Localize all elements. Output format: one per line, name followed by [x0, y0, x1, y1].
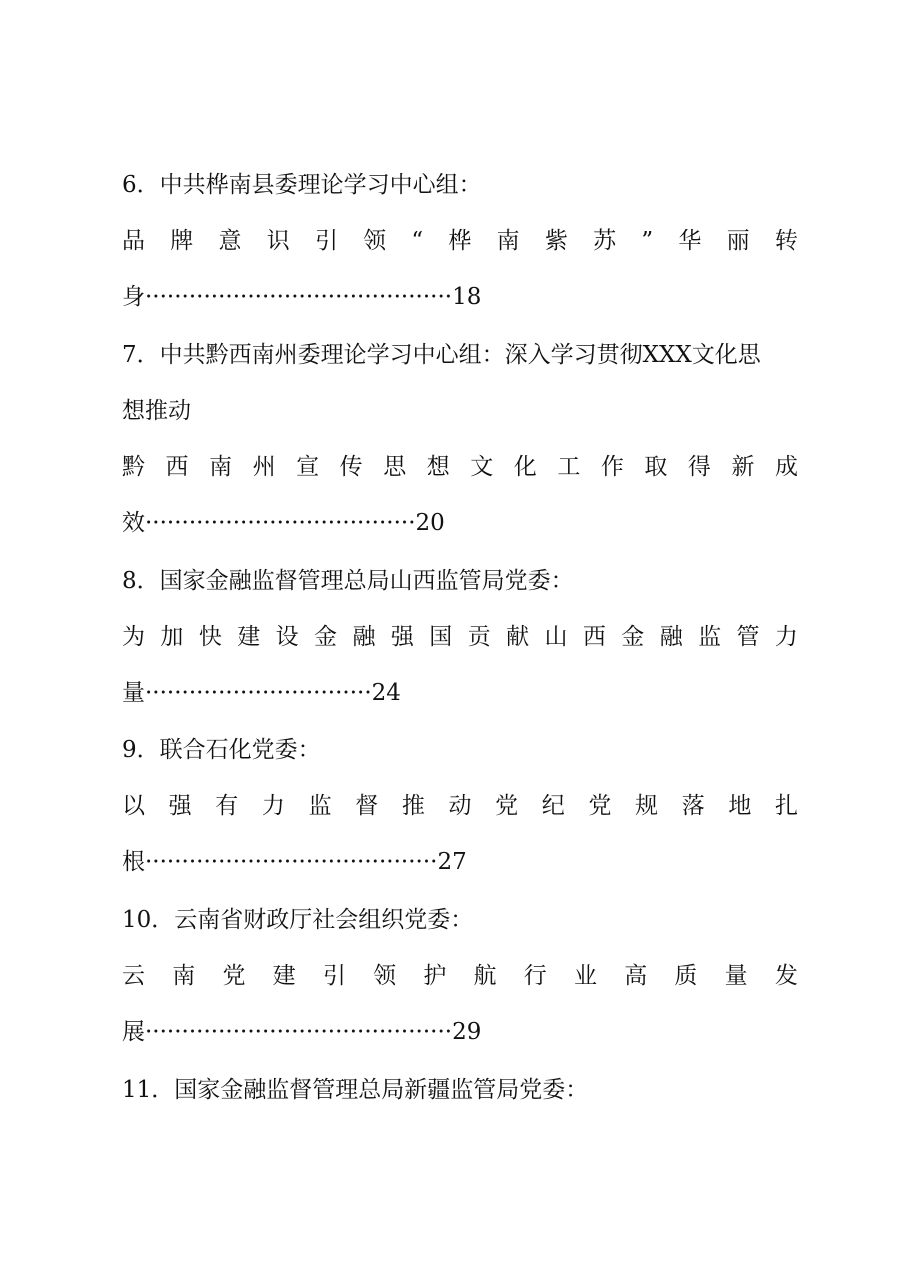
toc-leader: ········································: [145, 849, 438, 875]
toc-subtitle-char: 为: [122, 624, 145, 650]
toc-subtitle-char: 引: [314, 228, 338, 254]
toc-subtitle-end-9: [122, 847, 798, 877]
toc-subtitle-char: 规: [635, 793, 659, 819]
toc-subtitle-char: 质: [674, 963, 698, 989]
toc-subtitle-char: 地: [728, 793, 752, 819]
toc-subtitle-end-7: [122, 508, 798, 538]
toc-subtitle-char: 落: [681, 793, 705, 819]
toc-subtitle-char: 宣: [296, 454, 320, 480]
toc-subtitle-char: 量: [724, 963, 748, 989]
toc-leader: ·······························: [145, 680, 372, 706]
toc-subtitle-char: 建: [272, 963, 296, 989]
toc-last-char: 量: [122, 680, 145, 706]
toc-subtitle-char: 快: [198, 624, 222, 650]
toc-subtitle-char: 监: [308, 793, 332, 819]
toc-subtitle-char: 华: [678, 228, 702, 254]
toc-subtitle-char: 成: [774, 454, 798, 480]
toc-subtitle-char: 西: [582, 624, 606, 650]
toc-subtitle-char: 监: [698, 624, 722, 650]
toc-subtitle-char: 山: [544, 624, 568, 650]
toc-subtitle-char: 领: [363, 228, 387, 254]
toc-subtitle-char: 想: [426, 454, 450, 480]
toc-subtitle-char: 纪: [541, 793, 565, 819]
toc-subtitle-char: 丽: [726, 228, 750, 254]
toc-subtitle-char: 党: [495, 793, 519, 819]
toc-subtitle-char: 融: [352, 624, 376, 650]
toc-page-number: 27: [437, 849, 467, 875]
toc-subtitle-char: 党: [222, 963, 246, 989]
toc-subtitle-char: 航: [473, 963, 497, 989]
toc-subtitle-char: 南: [209, 454, 233, 480]
toc-subtitle-char: 桦: [448, 228, 472, 254]
toc-subtitle-9: [122, 791, 798, 821]
toc-subtitle-6: [122, 226, 798, 256]
toc-last-char: 效: [122, 510, 145, 536]
toc-subtitle-char: 意: [218, 228, 242, 254]
toc-subtitle-char: 力: [261, 793, 285, 819]
toc-subtitle-char: 设: [275, 624, 299, 650]
toc-subtitle-char: 苏: [593, 228, 617, 254]
toc-subtitle-char: 传: [339, 454, 363, 480]
toc-heading-7-cont: 想推动: [122, 398, 191, 424]
toc-leader: ··········································: [145, 1019, 453, 1045]
toc-subtitle-char: 行: [523, 963, 547, 989]
toc-subtitle-8: [122, 622, 798, 652]
toc-subtitle-char: 融: [659, 624, 683, 650]
toc-subtitle-char: 新: [731, 454, 755, 480]
toc-subtitle-char: “: [411, 228, 424, 254]
toc-subtitle-char: 扎: [774, 793, 798, 819]
toc-page-number: 24: [371, 680, 401, 706]
toc-subtitle-char: 西: [165, 454, 189, 480]
toc-subtitle-end-8: [122, 678, 798, 708]
toc-subtitle-char: 管: [736, 624, 760, 650]
toc-subtitle-char: 推: [401, 793, 425, 819]
toc-subtitle-char: 文: [470, 454, 494, 480]
toc-subtitle-char: 力: [774, 624, 798, 650]
toc-subtitle-char: 金: [621, 624, 645, 650]
toc-leader: ·····································: [145, 510, 416, 536]
toc-subtitle-char: 献: [506, 624, 530, 650]
toc-subtitle-char: 领: [373, 963, 397, 989]
toc-subtitle-char: 南: [172, 963, 196, 989]
toc-heading-6: 6．中共桦南县委理论学习中心组：: [122, 172, 482, 198]
toc-subtitle-char: 识: [266, 228, 290, 254]
toc-subtitle-char: 云: [122, 963, 145, 989]
toc-subtitle-char: 思: [383, 454, 407, 480]
toc-subtitle-char: 南: [496, 228, 520, 254]
toc-subtitle-7: [122, 452, 798, 482]
toc-subtitle-char: 发: [774, 963, 798, 989]
toc-subtitle-char: 党: [588, 793, 612, 819]
toc-subtitle-char: 业: [573, 963, 597, 989]
toc-subtitle-char: 品: [122, 228, 145, 254]
toc-subtitle-char: 加: [160, 624, 184, 650]
toc-subtitle-char: 强: [390, 624, 414, 650]
toc-subtitle-char: 贡: [467, 624, 491, 650]
toc-subtitle-char: 引: [322, 963, 346, 989]
toc-subtitle-char: 化: [513, 454, 537, 480]
toc-page-number: 29: [452, 1019, 482, 1045]
toc-heading-9: 9．联合石化党委：: [122, 737, 321, 763]
toc-heading-10: 10．云南省财政厅社会组织党委：: [122, 907, 474, 933]
toc-subtitle-char: 动: [448, 793, 472, 819]
toc-last-char: 根: [122, 849, 145, 875]
toc-page-number: 18: [452, 284, 482, 310]
toc-subtitle-char: 高: [624, 963, 648, 989]
toc-subtitle-char: 督: [355, 793, 379, 819]
toc-subtitle-char: 转: [774, 228, 798, 254]
toc-subtitle-char: 护: [423, 963, 447, 989]
toc-heading-11: 11．国家金融监督管理总局新疆监管局党委：: [122, 1077, 589, 1103]
toc-subtitle-char: 以: [122, 793, 145, 819]
toc-subtitle-end-10: [122, 1017, 798, 1047]
toc-subtitle-char: 紫: [544, 228, 568, 254]
toc-last-char: 身: [122, 284, 145, 310]
toc-subtitle-char: ”: [641, 228, 654, 254]
toc-subtitle-char: 有: [215, 793, 239, 819]
toc-subtitle-char: 州: [252, 454, 276, 480]
toc-subtitle-char: 得: [687, 454, 711, 480]
toc-subtitle-char: 国: [429, 624, 453, 650]
toc-subtitle-char: 强: [168, 793, 192, 819]
toc-subtitle-char: 作: [600, 454, 624, 480]
toc-heading-8: 8．国家金融监督管理总局山西监管局党委：: [122, 568, 574, 594]
toc-subtitle-char: 工: [557, 454, 581, 480]
toc-heading-7: 7．中共黔西南州委理论学习中心组：深入学习贯彻XXX文化思: [122, 342, 761, 368]
toc-subtitle-char: 金: [314, 624, 338, 650]
toc-page-number: 20: [415, 510, 445, 536]
toc-subtitle-char: 牌: [170, 228, 194, 254]
toc-subtitle-10: [122, 961, 798, 991]
toc-leader: ··········································: [145, 284, 453, 310]
toc-subtitle-char: 取: [644, 454, 668, 480]
toc-subtitle-end-6: [122, 282, 798, 312]
toc-subtitle-char: 建: [237, 624, 261, 650]
toc-subtitle-char: 黔: [122, 454, 145, 480]
toc-last-char: 展: [122, 1019, 145, 1045]
